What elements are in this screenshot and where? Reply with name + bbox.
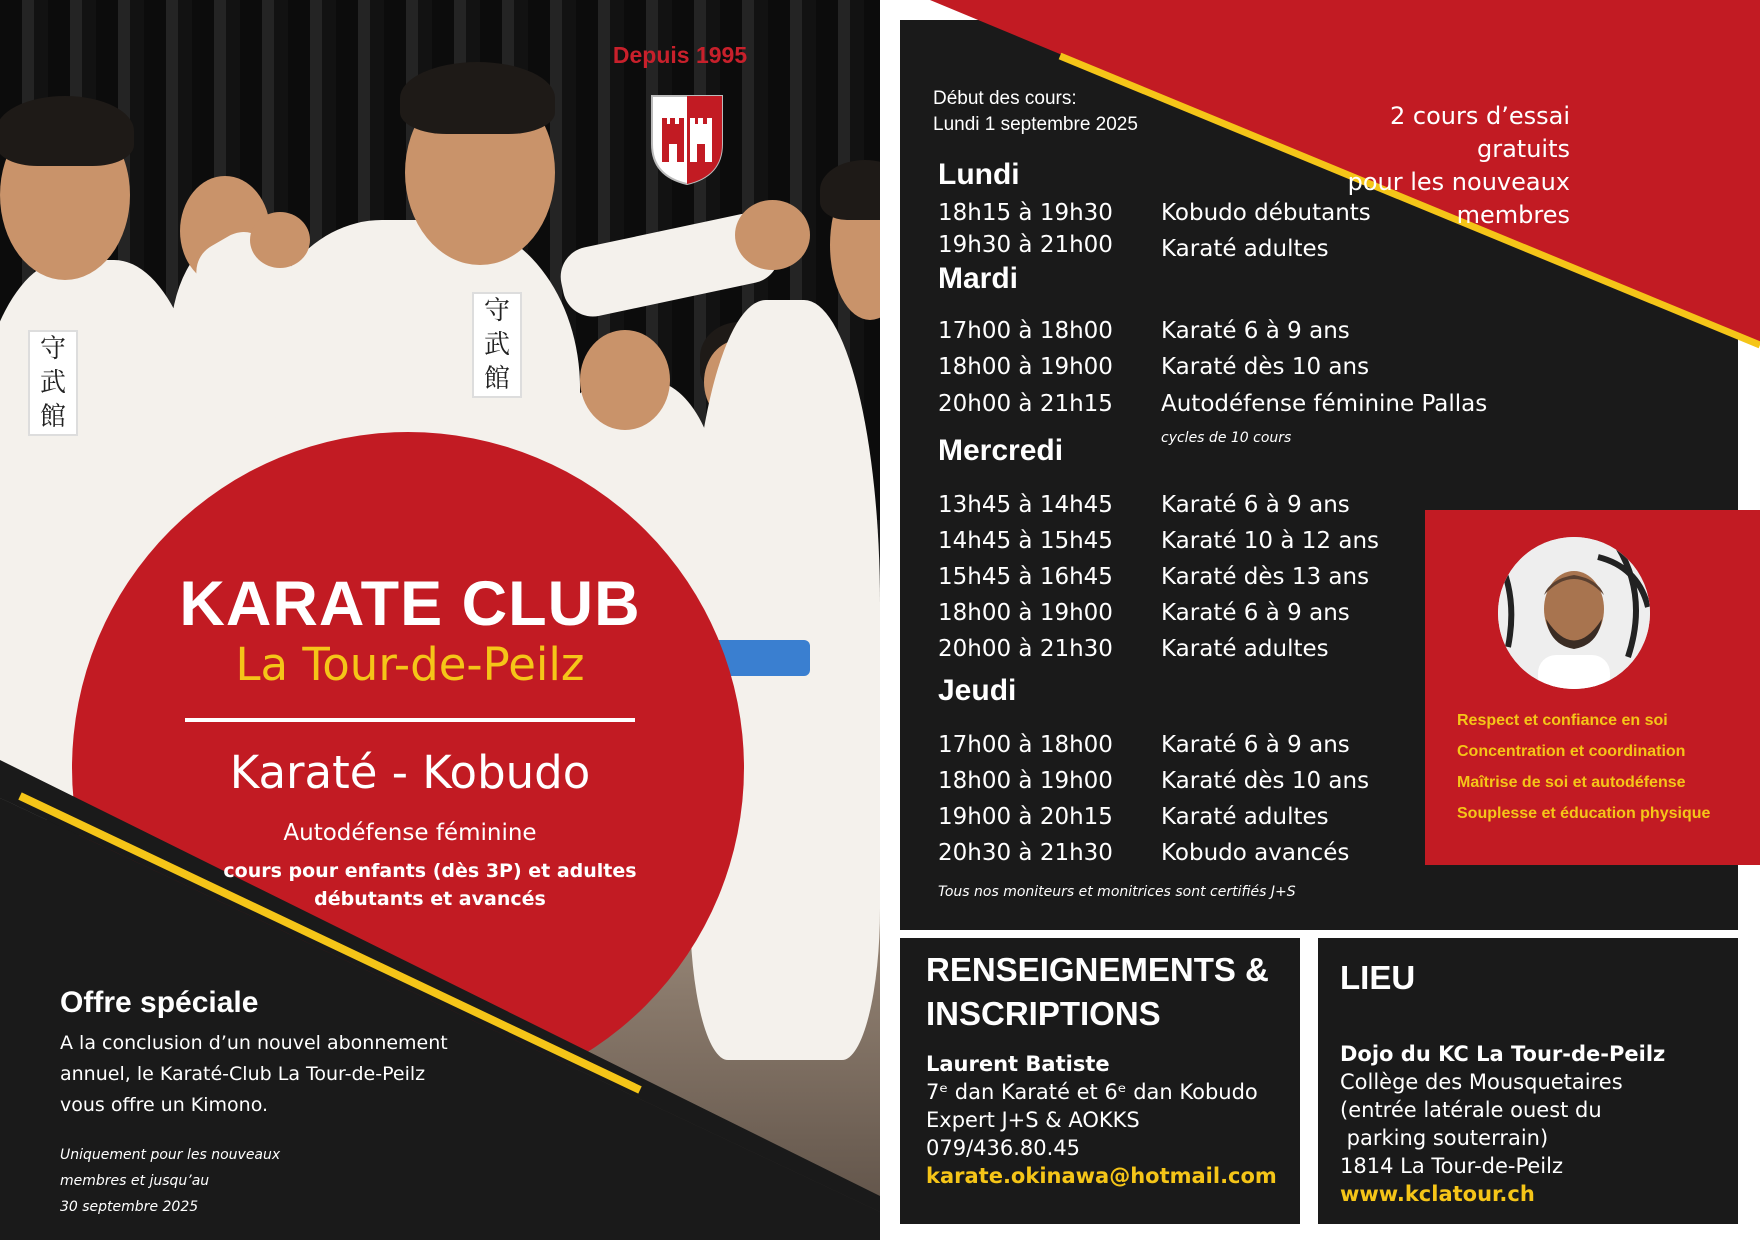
contact-rank: 7ᵉ dan Karaté et 6ᵉ dan Kobudo (926, 1080, 1258, 1104)
schedule-course: Karaté dès 10 ans (1161, 768, 1370, 794)
schedule-time: 17h00 à 18h00 (938, 318, 1113, 344)
schedule-time: 14h45 à 15h45 (938, 528, 1113, 554)
website-link[interactable]: www.kclatour.ch (1340, 1182, 1535, 1206)
schedule-course: Karaté dès 13 ans (1161, 564, 1370, 590)
contact-phone[interactable]: 079/436.80.45 (926, 1136, 1081, 1160)
schedule-course: Kobudo débutants (1161, 200, 1371, 226)
offer-note-line: 30 septembre 2025 (60, 1199, 199, 1215)
schedule-row (938, 232, 1558, 266)
day-heading-tuesday: Mardi (938, 262, 1019, 295)
location-box (1318, 938, 1738, 1224)
schedule-time: 19h00 à 20h15 (938, 804, 1113, 830)
club-town-title: La Tour-de-Peilz (235, 638, 585, 691)
schedule-course: Karaté 6 à 9 ans (1161, 492, 1350, 518)
location-line: parking souterrain) (1340, 1126, 1549, 1150)
schedule-row (938, 391, 1558, 425)
schedule-course: Karaté 10 à 12 ans (1161, 528, 1380, 554)
schedule-time: 20h30 à 21h30 (938, 840, 1113, 866)
benefit-item: Maîtrise de soi et autodéfense (1457, 774, 1686, 791)
contact-box (900, 938, 1300, 1224)
audience-line: cours pour enfants (dès 3P) et adultes (223, 860, 637, 882)
location-line: 1814 La Tour-de-Peilz (1340, 1154, 1564, 1178)
schedule-course: Karaté adultes (1161, 636, 1329, 662)
schedule-time: 20h00 à 21h30 (938, 636, 1113, 662)
schedule-time: 18h00 à 19h00 (938, 354, 1113, 380)
schedule-course: Karaté dès 10 ans (1161, 354, 1370, 380)
schedule-time: 20h00 à 21h15 (938, 391, 1113, 417)
schedule-course: Karaté 6 à 9 ans (1161, 318, 1350, 344)
club-name-title: KARATE CLUB (179, 569, 641, 639)
location-line: (entrée latérale ouest du (1340, 1098, 1602, 1122)
trial-line: pour les nouveaux (1347, 168, 1570, 196)
schedule-row (938, 200, 1558, 234)
schedule-course: Karaté adultes (1161, 236, 1329, 262)
benefit-item: Concentration et coordination (1457, 743, 1686, 760)
certification-note: Tous nos moniteurs et monitrices sont certifiés J+S (938, 884, 1296, 900)
course-start-date: Lundi 1 septembre 2025 (933, 114, 1138, 135)
location-heading: LIEU (1340, 959, 1416, 996)
schedule-course: Karaté 6 à 9 ans (1161, 600, 1350, 626)
contact-name: Laurent Batiste (926, 1052, 1110, 1076)
audience-line: débutants et avancés (314, 888, 546, 910)
right-flyer (890, 0, 1760, 1240)
schedule-time: 15h45 à 16h45 (938, 564, 1113, 590)
contact-email-link[interactable]: karate.okinawa@hotmail.com (926, 1164, 1277, 1188)
schedule-course: Kobudo avancés (1161, 840, 1350, 866)
offer-line: annuel, le Karaté-Club La Tour-de-Peilz (60, 1063, 426, 1085)
day-heading-monday: Lundi (938, 158, 1020, 191)
audience-text (170, 857, 690, 913)
contact-expert: Expert J+S & AOKKS (926, 1108, 1140, 1132)
benefit-item: Respect et confiance en soi (1457, 712, 1668, 729)
special-offer-heading: Offre spéciale (60, 986, 259, 1019)
contact-heading (926, 948, 1269, 1036)
disciplines-title: Karaté - Kobudo (229, 746, 591, 799)
day-heading-thursday: Jeudi (938, 674, 1017, 707)
contact-details (926, 1050, 1277, 1190)
course-start (933, 86, 1138, 138)
offer-line: vous offre un Kimono. (60, 1094, 269, 1116)
contact-heading-line: INSCRIPTIONS (926, 995, 1161, 1032)
schedule-course: Karaté 6 à 9 ans (1161, 732, 1350, 758)
schedule-row (938, 354, 1558, 388)
gi-badge: 守武館 (472, 292, 522, 398)
instructor-avatar (1498, 537, 1650, 689)
schedule-time: 19h30 à 21h00 (938, 232, 1113, 258)
benefit-item: Souplesse et éducation physique (1457, 805, 1711, 822)
schedule-time: 18h00 à 19h00 (938, 768, 1113, 794)
schedule-time: 18h15 à 19h30 (938, 200, 1113, 226)
trial-line: 2 cours d’essai gratuits (1390, 102, 1570, 163)
cycles-note: cycles de 10 cours (1161, 430, 1292, 446)
contact-heading-line: RENSEIGNEMENTS & (926, 951, 1269, 988)
offer-note-line: Uniquement pour les nouveaux (60, 1147, 281, 1163)
trial-line: membres (1456, 201, 1570, 229)
offer-note-line: membres et jusqu’au (60, 1173, 210, 1189)
schedule-row (938, 318, 1558, 352)
schedule-time: 17h00 à 18h00 (938, 732, 1113, 758)
special-offer-note (60, 1142, 320, 1220)
title-divider (185, 718, 635, 722)
day-heading-wednesday: Mercredi (938, 434, 1064, 467)
course-start-label: Début des cours: (933, 88, 1077, 109)
location-line: Collège des Mousquetaires (1340, 1070, 1623, 1094)
schedule-time: 13h45 à 14h45 (938, 492, 1113, 518)
schedule-course: Autodéfense féminine Pallas (1161, 391, 1488, 417)
schedule-time: 18h00 à 19h00 (938, 600, 1113, 626)
offer-line: A la conclusion d’un nouvel abonnement (60, 1032, 448, 1054)
location-venue: Dojo du KC La Tour-de-Peilz (1340, 1042, 1666, 1066)
special-offer-text (60, 1028, 480, 1121)
location-details (1340, 1040, 1665, 1208)
gi-badge: 守武館 (28, 330, 78, 436)
schedule-course: Karaté adultes (1161, 804, 1329, 830)
self-defense-subtitle: Autodéfense féminine (283, 820, 537, 846)
since-label: Depuis 1995 (612, 42, 748, 68)
